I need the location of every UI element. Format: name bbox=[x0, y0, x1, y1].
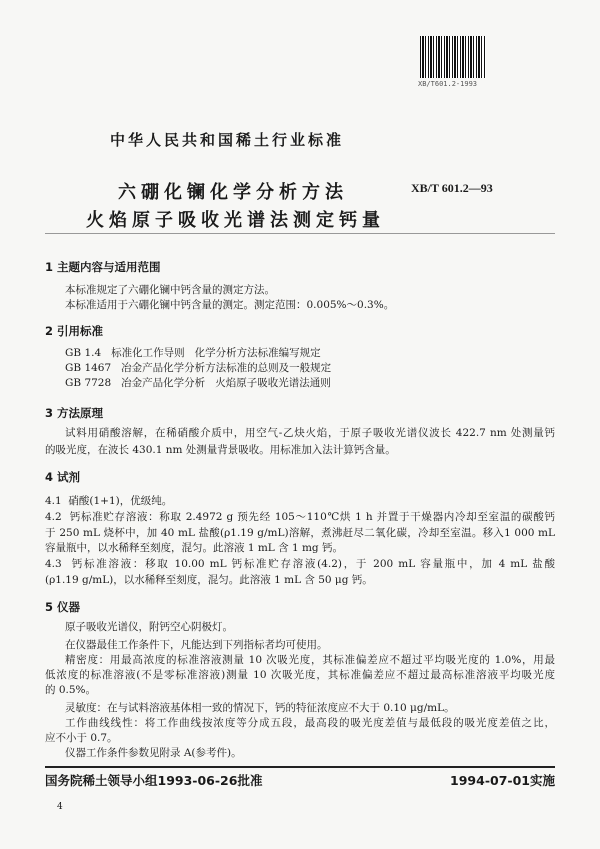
paragraph-line: 容量瓶中，以水稀释至刻度，混匀。此溶液 1 mL 含 1 mg 钙。 bbox=[45, 542, 343, 554]
paragraph-line: 4.1 硝酸(1+1)，优级纯。 bbox=[45, 495, 173, 507]
paragraph-line: 试料用硝酸溶解，在稀硝酸介质中，用空气-乙炔火焰，于原子吸收光谱仪波长 422.7 nm 处测量钙 bbox=[65, 427, 555, 439]
header-rule bbox=[45, 233, 555, 234]
section-heading-3: 3 方法原理 bbox=[45, 406, 104, 420]
paragraph-line: 本标准规定了六硼化镧中钙含量的测定方法。 bbox=[65, 284, 275, 296]
approval-note: 国务院稀土领导小组1993-06-26批准 bbox=[45, 773, 263, 788]
paragraph-line: 原子吸收光谱仪，附钙空心阴极灯。 bbox=[65, 621, 233, 633]
paragraph-line: 的 0.5%。 bbox=[45, 684, 97, 696]
reference-item: GB 1.4 标准化工作导则 化学分析方法标准编写规定 bbox=[65, 347, 321, 359]
section-heading-4: 4 试剂 bbox=[45, 470, 81, 484]
section-heading-1: 1 主题内容与适用范围 bbox=[45, 260, 161, 274]
section-heading-2: 2 引用标准 bbox=[45, 324, 104, 338]
page-number: 4 bbox=[57, 802, 63, 812]
paragraph-line: 灵敏度：在与试料溶液基体相一致的情况下，钙的特征浓度应不大于 0.10 μg/mL。 bbox=[65, 702, 455, 714]
paragraph-line: 于 250 mL 烧杯中，加 40 mL 盐酸(ρ1.19 g/mL)溶解，煮沸赶尽二氧化碳，冷却至室温。移入1 000 mL bbox=[45, 527, 555, 539]
standard-organization: 中华人民共和国稀土行业标准 bbox=[110, 131, 345, 149]
effective-date: 1994-07-01实施 bbox=[450, 773, 555, 788]
barcode-label: XB/T601.2-1993 bbox=[418, 80, 478, 88]
paragraph-line: 4.3 钙标准溶液：移取 10.00 mL 钙标准贮存溶液(4.2)，于 200 mL 容量瓶中，加 4 mL 盐酸 bbox=[45, 558, 555, 570]
section-heading-5: 5 仪器 bbox=[45, 600, 81, 614]
title-line-1: 六硼化镧化学分析方法 bbox=[118, 182, 348, 203]
paragraph-line: 在仪器最佳工作条件下，凡能达到下列指标者均可使用。 bbox=[65, 639, 328, 651]
reference-item: GB 7728 冶金产品化学分析 火焰原子吸收光谱法通则 bbox=[65, 377, 331, 389]
paragraph-line: 4.2 钙标准贮存溶液：称取 2.4972 g 预先经 105～110℃烘 1 h 并置于干燥器内冷却至室温的碳酸钙 bbox=[45, 511, 555, 523]
paragraph-line: 精密度：用最高浓度的标准溶液测量 10 次吸光度，其标准偏差应不超过平均吸光度的 1.0%，用最 bbox=[65, 654, 555, 666]
paragraph-line: 仪器工作条件参数见附录 A(参考件)。 bbox=[65, 747, 242, 759]
paragraph-line: 的吸光度，在波长 430.1 nm 处测量背景吸收。用标准加入法计算钙含量。 bbox=[45, 444, 396, 456]
standard-code: XB/T 601.2—93 bbox=[411, 181, 493, 195]
paragraph-line: 低浓度的标准溶液(不是零标准溶液)测量 10 次吸光度，其标准偏差应不超过最高标准溶液平均吸光度 bbox=[45, 669, 555, 681]
paragraph-line: (ρ1.19 g/mL)，以水稀释至刻度，混匀。此溶液 1 mL 含 50 μg 钙。 bbox=[45, 574, 373, 586]
paragraph-line: 应不小于 0.7。 bbox=[45, 732, 118, 744]
reference-item: GB 1467 冶金产品化学分析方法标准的总则及一般规定 bbox=[65, 362, 332, 374]
barcode bbox=[420, 36, 486, 78]
title-line-2: 火焰原子吸收光谱法测定钙量 bbox=[86, 210, 385, 231]
footer-rule bbox=[45, 766, 555, 768]
paragraph-line: 工作曲线线性：将工作曲线按浓度等分成五段，最高段的吸光度差值与最低段的吸光度差值之比， bbox=[65, 717, 555, 729]
paragraph-line: 本标准适用于六硼化镧中钙含量的测定。测定范围：0.005%～0.3%。 bbox=[65, 299, 395, 311]
